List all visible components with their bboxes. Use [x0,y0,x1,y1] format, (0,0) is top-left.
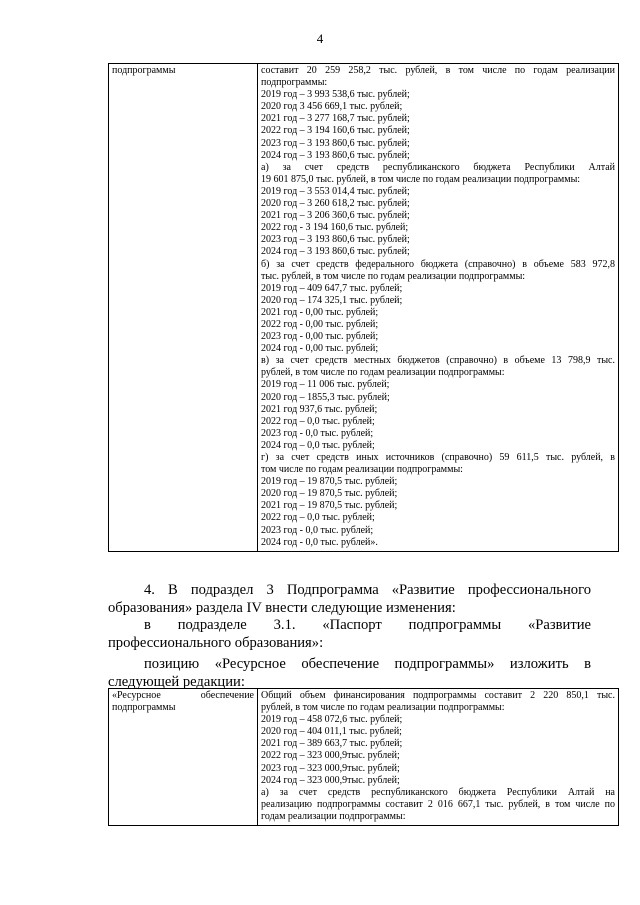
funding-line: в) за счет средств местных бюджетов (справочно) в объеме 13 798,9 тыс. [261,355,615,367]
funding-line: 2020 год – 19 870,5 тыс. рублей; [261,488,398,500]
funding-line: 2019 год – 458 072,6 тыс. рублей; [261,714,403,726]
funding-line: 2024 год – 3 193 860,6 тыс. рублей; [261,246,410,258]
funding-line: 19 601 875,0 тыс. рублей, в том числе по годам реализации подпрограммы: [261,173,581,185]
funding-line: 2022 год - 0,00 тыс. рублей; [261,318,379,330]
funding-line: 2023 год – 3 193 860,6 тыс. рублей; [261,234,410,246]
paragraph-line: следующей редакции: [108,673,245,690]
funding-line: а) за счет средств республиканского бюджета Республики Алтай [261,161,615,173]
funding-details-cell [258,689,619,826]
funding-line: 2022 год - 3 194 160,6 тыс. рублей; [261,222,409,234]
row-label-cell [109,689,258,826]
funding-details-cell [258,64,619,552]
funding-line: 2021 год – 3 206 360,6 тыс. рублей; [261,210,410,222]
paragraph-line: в подразделе 3.1. «Паспорт подпрограммы «Развитие [144,617,591,634]
funding-line: годам реализации подпрограммы: [261,810,406,822]
funding-line: том числе по годам реализации подпрограммы: [261,464,463,476]
funding-line: рублей, в том числе по годам реализации подпрограммы: [261,367,505,379]
funding-line: 2022 год – 0,0 тыс. рублей; [261,415,375,427]
amendment-paragraph [108,582,591,652]
funding-line: 2020 год – 1855,3 тыс. рублей; [261,391,390,403]
funding-line: 2022 год – 323 000,9тыс. рублей; [261,750,400,762]
funding-line: г) за счет средств иных источников (справочно) 59 611,5 тыс. рублей, в [261,452,615,463]
position-paragraph [108,656,591,691]
funding-line: 2020 год – 3 260 618,2 тыс. рублей; [261,198,410,210]
funding-line: 2019 год – 409 647,7 тыс. рублей; [261,282,403,294]
funding-line: 2021 год – 389 663,7 тыс. рублей; [261,738,403,750]
row-label-line: подпрограммы [112,702,176,714]
funding-line: 2024 год - 0,00 тыс. рублей; [261,343,379,355]
funding-line: 2024 год – 0,0 тыс. рублей; [261,439,375,451]
row-label-line: «Ресурсное обеспечение [112,690,254,701]
resource-provision-table [108,688,619,826]
funding-line: 2023 год - 0,0 тыс. рублей; [261,524,374,536]
funding-line: 2022 год – 3 194 160,6 тыс. рублей; [261,125,410,137]
funding-line: рублей, в том числе по годам реализации подпрограммы: [261,702,505,714]
paragraph-line: профессионального образования»: [108,634,324,651]
page-number: 4 [316,31,324,46]
funding-line: 2021 год – 3 277 168,7 тыс. рублей; [261,113,410,125]
funding-line: а) за счет средств республиканского бюджета Республики Алтай на [261,786,615,798]
paragraph-line: позицию «Ресурсное обеспечение подпрограммы» изложить в [144,656,591,672]
funding-line: 2024 год – 3 193 860,6 тыс. рублей; [261,149,410,161]
row-label: подпрограммы [112,65,176,76]
funding-line: составит 20 259 258,2 тыс. рублей, в том числе по годам реализации [261,65,615,76]
paragraph-line: образования» раздела IV внести следующие изменения: [108,599,456,616]
funding-line: 2020 год 3 456 669,1 тыс. рублей; [261,101,403,113]
funding-line: реализацию подпрограммы составит 2 016 667,1 тыс. рублей, в том числе по [261,798,615,810]
funding-line: 2023 год - 0,0 тыс. рублей; [261,427,374,439]
funding-line: 2024 год - 0,0 тыс. рублей». [261,536,378,548]
funding-line: 2020 год – 174 325,1 тыс. рублей; [261,294,403,306]
funding-line: 2019 год – 3 993 538,6 тыс. рублей; [261,89,410,101]
funding-line: 2024 год – 323 000,9тыс. рублей; [261,774,400,786]
funding-line: Общий объем финансирования подпрограммы составит 2 220 850,1 тыс. [261,690,615,701]
funding-line: б) за счет средств федерального бюджета (справочно) в объеме 583 972,8 [261,258,615,270]
funding-line: 2021 год 937,6 тыс. рублей; [261,403,378,415]
funding-table-continued [108,63,619,552]
funding-line: 2019 год – 3 553 014,4 тыс. рублей; [261,185,410,197]
funding-line: 2020 год – 404 011,1 тыс. рублей; [261,726,402,738]
funding-line: 2023 год – 3 193 860,6 тыс. рублей; [261,137,410,149]
funding-line: 2023 год - 0,00 тыс. рублей; [261,331,379,343]
funding-line: 2021 год - 0,00 тыс. рублей; [261,306,379,318]
funding-line: 2021 год – 19 870,5 тыс. рублей; [261,500,398,512]
paragraph-line: 4. В подраздел 3 Подпрограмма «Развитие профессионального [144,582,591,598]
funding-line: 2022 год – 0,0 тыс. рублей; [261,512,375,524]
funding-line: подпрограммы: [261,77,328,89]
funding-line: 2023 год – 323 000,9тыс. рублей; [261,762,400,774]
funding-line: тыс. рублей, в том числе по годам реализации подпрограммы: [261,270,526,282]
funding-line: 2019 год – 11 006 тыс. рублей; [261,379,390,391]
funding-line: 2019 год – 19 870,5 тыс. рублей; [261,476,398,488]
row-label-cell [109,64,258,552]
